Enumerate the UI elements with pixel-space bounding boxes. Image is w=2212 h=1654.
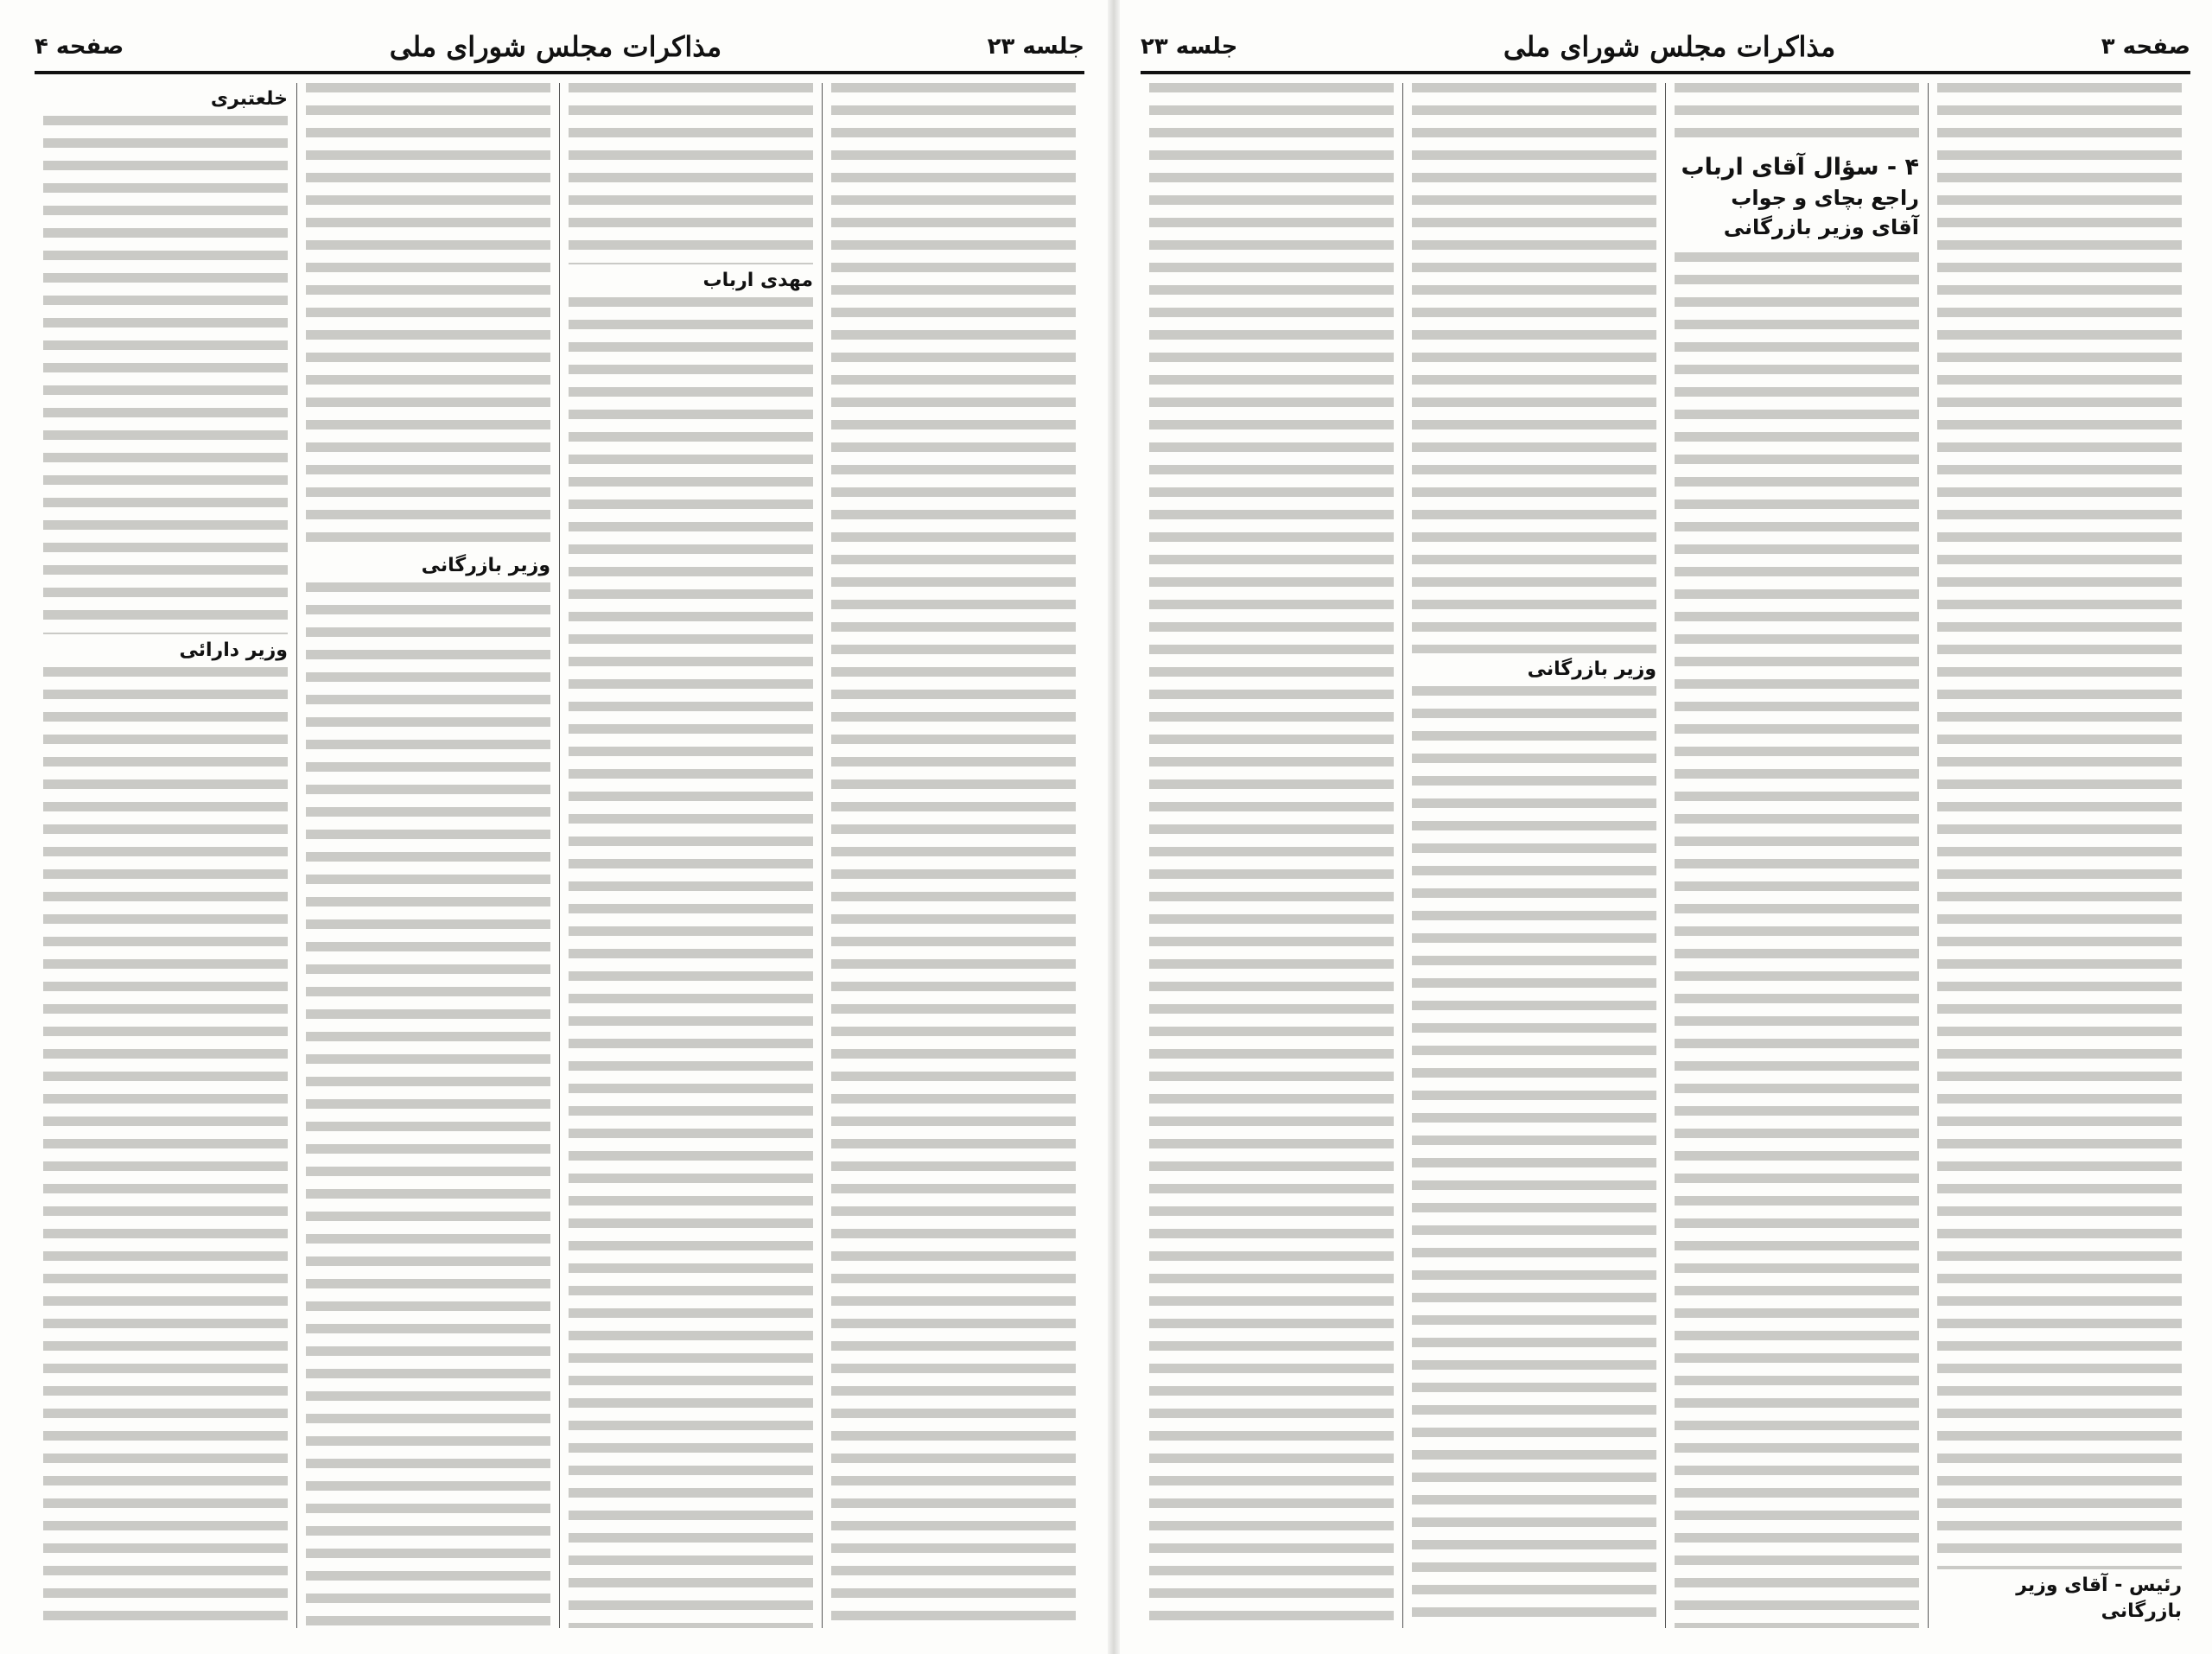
- question-heading: [1675, 143, 1919, 252]
- right-page-title: مذاکرات مجلس شورای ملی: [1503, 30, 1836, 63]
- text-lines: [1937, 83, 2182, 1569]
- left-page-number: صفحه ۴: [35, 34, 124, 60]
- text-lines: [43, 116, 288, 634]
- text-lines: [831, 83, 1076, 1628]
- right-page-number: صفحه ۳: [2101, 34, 2190, 60]
- right-column-1: [1928, 83, 2190, 1628]
- left-columns: [35, 83, 1084, 1628]
- text-lines: [1412, 83, 1656, 653]
- speaker-heading: خلعتبری: [43, 83, 288, 116]
- speaker-heading: وزیر بازرگانی: [1412, 653, 1656, 686]
- left-column-4: [35, 83, 296, 1628]
- left-session-label: جلسه ۲۳: [987, 34, 1084, 60]
- left-column-1: [822, 83, 1084, 1628]
- question-heading-line1: ۴ - سؤال آقای ارباب: [1681, 154, 1919, 181]
- left-page-header: [35, 26, 1084, 67]
- left-header-rule: [35, 71, 1084, 74]
- right-column-3: [1402, 83, 1665, 1628]
- left-column-3: [296, 83, 559, 1628]
- right-page-header: [1141, 26, 2190, 67]
- text-lines: [1675, 83, 1919, 143]
- speaker-heading: وزیر بازرگانی: [306, 550, 550, 582]
- speaker-heading: مهدی ارباب: [569, 264, 813, 297]
- text-lines: [569, 297, 813, 1628]
- right-columns: [1141, 83, 2190, 1628]
- question-heading-line3: آقای وزیر بازرگانی: [1723, 215, 1919, 239]
- left-column-2: [559, 83, 822, 1628]
- right-column-2: [1665, 83, 1928, 1628]
- text-lines: [1149, 83, 1394, 1628]
- speaker-heading: وزیر دارائی: [43, 634, 288, 667]
- closing-line: رئیس - آقای وزیر بازرگانی: [1937, 1569, 2182, 1628]
- right-header-rule: [1141, 71, 2190, 74]
- question-heading-line2: راجع بچای و جواب: [1731, 186, 1919, 210]
- text-lines: [1412, 686, 1656, 1628]
- right-session-label: جلسه ۲۳: [1141, 34, 1238, 60]
- left-page-title: مذاکرات مجلس شورای ملی: [389, 30, 722, 63]
- right-column-4: [1141, 83, 1402, 1628]
- text-lines: [306, 83, 550, 550]
- right-page: [1115, 0, 2212, 1654]
- text-lines: [569, 83, 813, 264]
- text-lines: [306, 582, 550, 1628]
- text-lines: [43, 667, 288, 1628]
- text-lines: [1675, 252, 1919, 1628]
